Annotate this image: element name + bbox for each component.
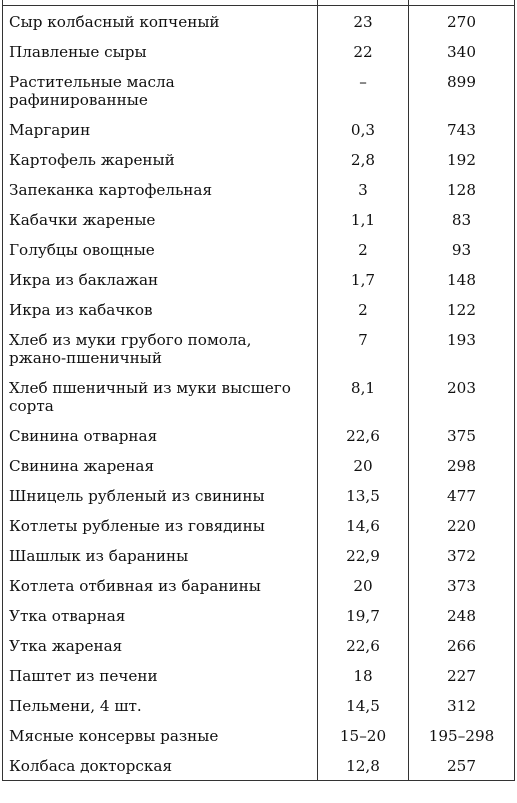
kcal-cell: 743 [409,114,515,144]
table-row [3,204,515,234]
protein-cell: 18 [318,660,409,690]
table-row [3,630,515,660]
kcal-cell: 899 [409,66,515,114]
kcal-cell: 298 [409,450,515,480]
table-row [3,264,515,294]
protein-cell: 20 [318,450,409,480]
table-row [3,372,515,420]
table-row [3,750,515,781]
food-name-cell: Голубцы овощные [3,234,318,264]
food-name-cell: Икра из кабачков [3,294,318,324]
protein-cell: 22,6 [318,420,409,450]
kcal-cell: 93 [409,234,515,264]
table-row [3,36,515,66]
kcal-cell: 270 [409,6,515,37]
food-name-cell: Икра из баклажан [3,264,318,294]
table-row [3,66,515,114]
kcal-cell: 375 [409,420,515,450]
food-name-cell: Шашлык из баранины [3,540,318,570]
protein-cell: 23 [318,6,409,37]
protein-cell: 2 [318,294,409,324]
protein-cell: 15–20 [318,720,409,750]
table-row [3,720,515,750]
protein-cell: 3 [318,174,409,204]
table-row [3,600,515,630]
table-row [3,420,515,450]
food-name-cell: Колбаса докторская [3,750,318,781]
kcal-cell: 372 [409,540,515,570]
food-name-cell: Хлеб из муки грубого помола, ржано-пшеничный [3,324,318,372]
kcal-cell: 192 [409,144,515,174]
table-row [3,480,515,510]
table-row [3,510,515,540]
kcal-cell: 227 [409,660,515,690]
table-row [3,294,515,324]
table-row [3,234,515,264]
kcal-cell: 477 [409,480,515,510]
kcal-cell: 248 [409,600,515,630]
protein-cell: 0,3 [318,114,409,144]
protein-cell: 13,5 [318,480,409,510]
kcal-cell: 373 [409,570,515,600]
kcal-cell: 128 [409,174,515,204]
food-name-cell: Мясные консервы разные [3,720,318,750]
food-name-cell: Запеканка картофельная [3,174,318,204]
table-row [3,570,515,600]
food-name-cell: Свинина жареная [3,450,318,480]
food-name-cell: Плавленые сыры [3,36,318,66]
table-row [3,6,515,37]
nutrition-table [2,0,515,781]
protein-cell: 12,8 [318,750,409,781]
kcal-cell: 266 [409,630,515,660]
protein-cell: 1,1 [318,204,409,234]
kcal-cell: 340 [409,36,515,66]
food-name-cell: Шницель рубленый из свинины [3,480,318,510]
kcal-cell: 193 [409,324,515,372]
table-row [3,324,515,372]
protein-cell: 22,9 [318,540,409,570]
food-name-cell: Хлеб пшеничный из муки высшего сорта [3,372,318,420]
food-name-cell: Растительные масла рафинированные [3,66,318,114]
kcal-cell: 203 [409,372,515,420]
food-name-cell: Сыр колбасный копченый [3,6,318,37]
protein-cell: 2,8 [318,144,409,174]
protein-cell: 20 [318,570,409,600]
food-name-cell: Утка жареная [3,630,318,660]
table-row [3,450,515,480]
kcal-cell: 220 [409,510,515,540]
table-row [3,660,515,690]
food-name-cell: Свинина отварная [3,420,318,450]
kcal-cell: 83 [409,204,515,234]
food-name-cell: Картофель жареный [3,144,318,174]
protein-cell: 22 [318,36,409,66]
table-row [3,690,515,720]
protein-cell: 19,7 [318,600,409,630]
food-name-cell: Утка отварная [3,600,318,630]
protein-cell: 14,5 [318,690,409,720]
table-row [3,540,515,570]
protein-cell: 2 [318,234,409,264]
table-row [3,144,515,174]
food-name-cell: Маргарин [3,114,318,144]
kcal-cell: 122 [409,294,515,324]
food-name-cell: Котлета отбивная из баранины [3,570,318,600]
food-name-cell: Кабачки жареные [3,204,318,234]
protein-cell: 22,6 [318,630,409,660]
kcal-cell: 257 [409,750,515,781]
table-row [3,174,515,204]
food-name-cell: Паштет из печени [3,660,318,690]
protein-cell: 14,6 [318,510,409,540]
kcal-cell: 148 [409,264,515,294]
kcal-cell: 195–298 [409,720,515,750]
food-name-cell: Пельмени, 4 шт. [3,690,318,720]
protein-cell: – [318,66,409,114]
food-name-cell: Котлеты рубленые из говядины [3,510,318,540]
kcal-cell: 312 [409,690,515,720]
protein-cell: 1,7 [318,264,409,294]
protein-cell: 8,1 [318,372,409,420]
table-row [3,114,515,144]
protein-cell: 7 [318,324,409,372]
